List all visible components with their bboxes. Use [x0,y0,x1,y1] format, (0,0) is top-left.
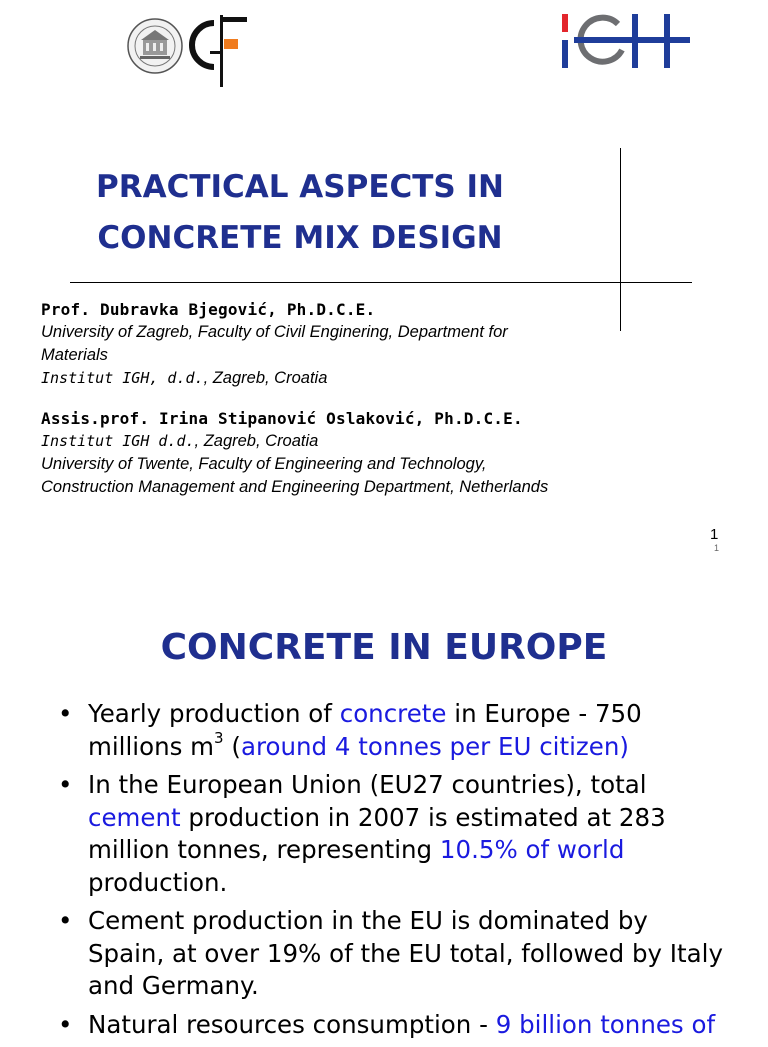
bullet-1-text-a: Yearly production of [88,699,340,728]
igh-logo [556,10,690,74]
slide-2 [0,580,768,1039]
list-item [56,769,726,899]
list-item [56,1009,726,1042]
bullet-icon: • [58,699,73,728]
bullet-4-text-a: Natural resources consumption - [88,1009,496,1039]
author-2-org: Institut IGH d.d. [41,432,195,450]
author-2-location: , Zagreb, Croatia [194,432,319,450]
bullet-icon: • [58,906,73,935]
bullet-list [56,698,726,1047]
author-2-affiliation-line-2: Construction Management and Engineering Department, Netherlands [41,478,549,496]
author-2 [41,408,681,499]
horizontal-divider [70,282,692,283]
bullet-icon: • [58,1009,73,1039]
university-seal-logo [126,17,184,75]
bullet-1-text-c: ( [223,731,241,761]
author-1 [41,299,681,390]
author-2-institute [41,430,681,453]
authors-section [41,299,681,499]
author-2-name: Assis.prof. Irina Stipanović Oslaković, Ph.D.C.E. [41,409,523,428]
author-1-affiliation-line-2: Materials [41,346,108,364]
title-line-1: PRACTICAL ASPECTS IN [95,169,504,205]
list-item [56,905,726,1003]
author-1-affiliation-line-1: University of Zagreb, Faculty of Civil Enginering, Department for [41,323,508,341]
author-2-affiliation-line-1: University of Twente, Faculty of Engineering and Technology, [41,455,487,473]
slide-2-title: CONCRETE IN EUROPE [160,627,608,668]
bullet-2-text-b: production in 2007 is estimated at 283 million tonnes, representing [88,802,666,864]
author-1-org: Institut IGH, d.d. [41,369,204,387]
page-number: 1 [710,526,719,543]
bullet-1-highlight-concrete: concrete [339,699,447,728]
presentation-title [60,162,540,264]
bullet-2-text-a: In the European Union (EU27 countries), total [88,770,647,799]
bullet-icon: • [58,770,73,799]
gf-logo [184,15,250,87]
title-line-2: CONCRETE MIX DESIGN [97,220,503,256]
bullet-1-text-b: in Europe - 750 millions m [88,699,642,761]
author-1-institute [41,367,681,390]
bullet-1-highlight-tonnes: around 4 tonnes per EU citizen) [240,731,629,761]
bullet-2-highlight-cement: cement [88,802,181,832]
bullet-1-superscript: 3 [214,729,224,748]
bullet-4-highlight: 9 billion tonnes of [495,1009,716,1039]
list-item [56,698,726,763]
bullet-3-text: Cement production in the EU is dominated by Spain, at over 19% of the EU total, followed by Italy and Germany. [88,906,723,1000]
author-1-location: , Zagreb, Croatia [203,369,328,387]
author-1-name: Prof. Dubravka Bjegović, Ph.D.C.E. [41,300,376,319]
page-number-small: 1 [714,543,720,553]
bullet-2-text-c: production. [88,867,228,897]
bullet-2-highlight-world: 10.5% of world [439,835,625,864]
